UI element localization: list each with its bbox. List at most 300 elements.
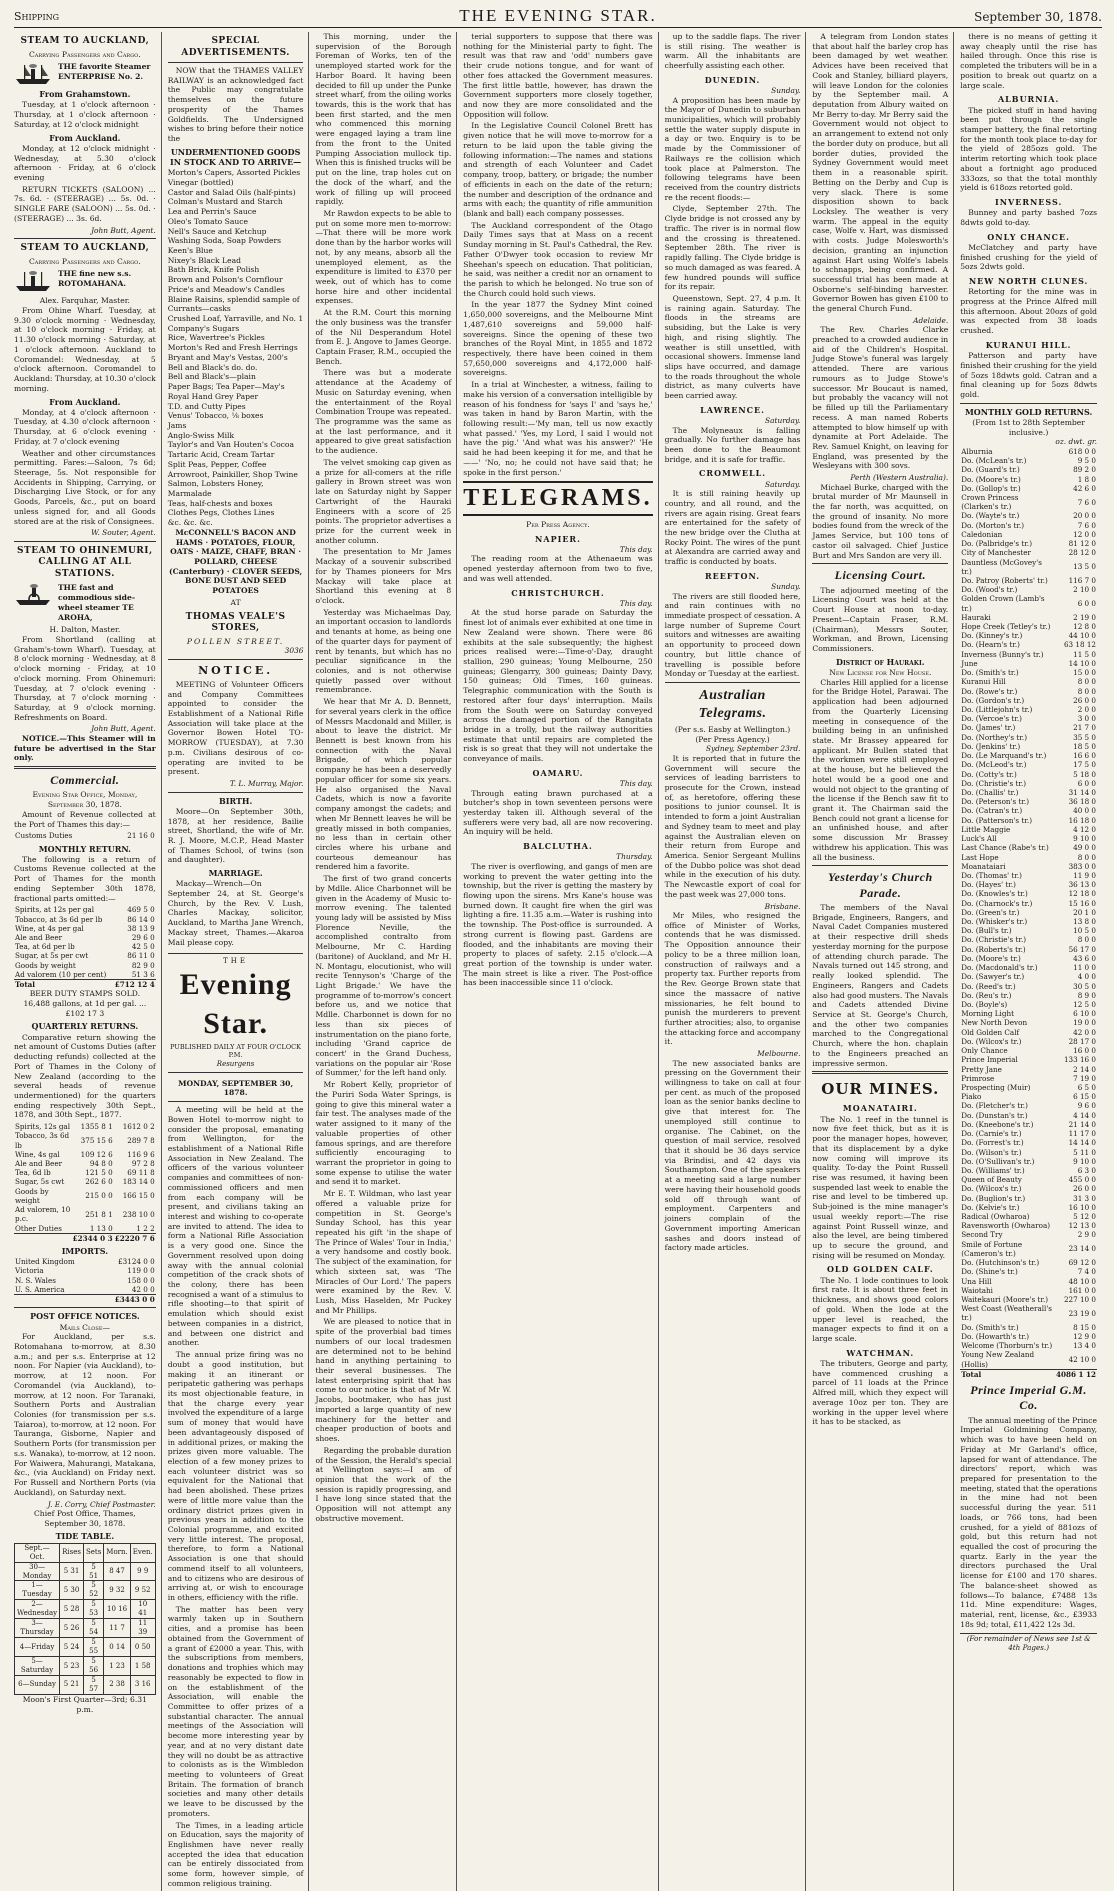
mine-name: Do. (Hayes' tr.) [961, 880, 1016, 890]
court-text: Charles Hill applied for a license for the Bridge Hotel, Parawai. The application had been adjourned from the Quarterly Licensing meeting in consequence of the building being in an unfinished state. Mr Brassey appeared for applicant. Mr Bullen stated that the workmen were still employed at the house, but he believed the hotel would be a good one and would not object to the granting of the license if the Bench saw fit to grant it. The Chairman said the Bench could not grant a license for an unfinished house, and after some discussion Mr Brassey withdrew his application. This was all the business. [812, 677, 949, 862]
table-row [960, 1184, 1097, 1193]
mine-name: Morning Light [961, 1009, 1014, 1019]
table-row [14, 1276, 156, 1285]
cell: 5 53 [83, 1600, 103, 1619]
mine-name: Waiotahi [961, 1285, 993, 1295]
table-row [960, 982, 1097, 991]
column-7 [960, 32, 1102, 1891]
list-item: Lea and Perrin's Sauce [167, 207, 257, 217]
row-value: 51 3 6 [131, 969, 155, 979]
mine-name: Do. (Shine's tr.) [961, 1267, 1018, 1277]
gold-yield: 1 8 0 [1077, 474, 1096, 484]
table-row [960, 1212, 1097, 1221]
table-row [960, 539, 1097, 548]
mine-name: Queen of Beauty [961, 1175, 1022, 1185]
masthead [14, 6, 1102, 28]
mine-name: Do. (Wilson's tr.) [961, 1147, 1022, 1157]
gold-yield: 31 14 0 [1068, 787, 1096, 797]
schedule-text: From Ohine Wharf. Tuesday, at 9.30 o'clock morning · Wednesday, at 10 o'clock morning · Friday, at 11.30 o'clock morning · Saturday, at 1 o'clock afternoon. Auckland to Coromandel: Wednesday, at 5 o'clock afternoon. Coromandel to Auckland: Thursday, at 10.30 o'clock morning. [14, 306, 156, 393]
total-value: £3443 0 0 [98, 1295, 155, 1305]
mine-name: Do. (Reu's tr.) [961, 990, 1012, 1000]
mine-name: Do. (Kinney's tr.) [961, 631, 1023, 641]
cell: 5 23 [60, 1657, 84, 1676]
mine-name: Waitekauri (Moore's tr.) [961, 1295, 1049, 1304]
mine-name: Only Chance [961, 1046, 1008, 1056]
news-paragraph: At the R.M. Court this morning the only business was the transfer of the Nil Desperandum Hotel from E. J. Angove to James George. Captain Fraser, R.M., occupied the Bench. [315, 308, 452, 366]
row-label: United Kingdom [15, 1257, 75, 1267]
mine-name: Do. (O'Sullivan's tr.) [961, 1156, 1035, 1166]
gold-yield: 42 6 0 [1073, 483, 1096, 493]
row-label: Goods by weight [15, 1186, 49, 1205]
divider [168, 62, 304, 63]
gold-yield: 63 18 12 [1063, 640, 1096, 650]
quarterly-table [14, 1122, 156, 1243]
gold-yield: 455 0 0 [1068, 1175, 1096, 1185]
row-label: Other Duties [15, 1223, 62, 1233]
news-paragraph: We hear that Mr A. D. Bennett, for several years clerk in the office of Messrs Macdonald and Miller, is about to leave the district. Mr Bennett is best known from his connection with the Naval Brigade, of which popular company he has been a deservedly popular officer for some six years. He also organised the Naval Cadets, which is now a favorite company amongst the cadets; and when Mr Bennett leaves he will be greatly missed in both companies, no less than in certain other circles where his urbane and courteous demeanour has rendered him a favorite. [315, 697, 452, 872]
list-item: Taylor's and Van Houten's Cocoa [167, 440, 294, 450]
list-item: Morton's Red and Fresh Herrings [167, 343, 298, 353]
table-row [960, 788, 1097, 797]
cell: 9 52 [130, 1581, 155, 1600]
news-paragraph: This morning, under the supervision of the Borough Foreman of Works, ten of the unemployed started work for the Harbor Board. It having been decided to fill up under the Punke street wharf, from the oiling works towards, this is the work that has been first started, and the men who commenced this morning were engaged laying a tram line from the front to the United Pumping Association mullock tip. When this is finished trucks will be put on the line, trap holes cut on the dock of the wharf, and the work of filling up will proceed rapidly. [315, 32, 452, 207]
table-row [960, 1009, 1097, 1018]
gold-yield: 8 0 0 [1077, 852, 1096, 862]
table-row [14, 905, 156, 914]
dateline: Sydney, September 23rd. [705, 744, 801, 754]
column-header: Morn. [104, 1543, 130, 1562]
gold-yield: 16 0 0 [1073, 1046, 1096, 1056]
table-row [960, 594, 1097, 612]
total-row [14, 1233, 156, 1243]
table-row [960, 668, 1097, 677]
post-office-heading: POST OFFICE NOTICES. [30, 1311, 140, 1322]
mine-name: Last Hope [961, 852, 999, 862]
mine-name: Do. (Wood's tr.) [961, 585, 1018, 595]
cell: 8 47 [104, 1562, 130, 1581]
mine-name: Smile of Fortune (Cameron's tr.) [961, 1239, 1023, 1258]
cell: 1 58 [130, 1657, 155, 1676]
table-row [960, 825, 1097, 834]
table-row [960, 1194, 1097, 1203]
list-item: Bryant and May's Vestas, 200's [167, 352, 288, 362]
agent-signature: W. Souter, Agent. [91, 528, 156, 538]
mine-report: there is no means of getting it away cheaply until the rise has hailed through. Once this rise is completed the tributers will be in a position to break out quartz on a large scale. [960, 32, 1097, 90]
mine-name: Radical (Owharoa) [961, 1212, 1030, 1222]
row-value: 262 6 0 [85, 1177, 113, 1187]
row-label: Tea, 6d lb [15, 1168, 51, 1178]
newspaper-nameplate [168, 953, 304, 1072]
mine-name: Do. (Peterson's tr.) [961, 797, 1030, 807]
news-paragraph: terial supporters to suppose that there was nothing for the Ministerial party to fight. The result was that raw and 'odd' numbers gave their crude notions tongue, and for want of other foes attacked the Government measures. The first little battle, however, has drawn the Government supporters more closely together, and now they are more consolidated and the Opposition will follow. [463, 32, 653, 119]
route-heading: From Auckland. [49, 132, 121, 143]
telegram-text: The rivers are still flooded here, and rain continues with no immediate prospect of cessation. A large number of Supreme Court suitors and witnesses are awaiting an opportunity to proceed down country, but little chance of travelling is possible before Monday or Tuesday at the earliest. [664, 591, 801, 679]
notice-text: MEETING of Volunteer Officers and Company Committees appointed to consider the Establishment of a National Rifle Association will take place at the Governor Bowen Hotel TO-MORROW (TUESDAY), at 7.30 p.m. Civilians desirous of co-operating are invited to be present. [167, 679, 304, 777]
mine-name: Caledonian [961, 529, 1003, 539]
gold-yield: 12 5 0 [1073, 1000, 1096, 1009]
mine-name: Do. (Moore's tr.) [961, 953, 1021, 963]
section-subheading: Carrying Passengers and Cargo. [28, 256, 141, 266]
gold-yield: 56 17 0 [1068, 944, 1096, 954]
place-heading: BALCLUTHA. [523, 841, 593, 852]
commercial-heading: Commercial. [50, 773, 120, 788]
table-row [960, 650, 1097, 659]
table-row [960, 1295, 1097, 1304]
cell: 10 16 [104, 1600, 130, 1619]
table-row [960, 1074, 1097, 1083]
news-paragraph: In the year 1877 the Sydney Mint coined 1,650,000 sovereigns, and the Melbourne Mint 1,487,610 sovereigns and 59,000 half-sovereigns. Since the opening of these two branches of the Royal Mint, in 1855 and 1872 respectively, there have been coined in them 57,650,000 sovereigns and 4,172,000 half-sovereigns. [463, 300, 653, 378]
masthead-section: Shipping [14, 10, 59, 23]
table-row [960, 853, 1097, 862]
row-label: Tea, at 6d per lb [15, 942, 75, 952]
mine-name: Do. (Gollop's tr.) [961, 483, 1021, 493]
mine-name: Hope Creek (Tetley's tr.) [961, 622, 1051, 632]
table-row [960, 751, 1097, 760]
cell: 5 55 [83, 1638, 103, 1657]
mine-name: Do. (Thomas' tr.) [961, 870, 1022, 880]
table-row [960, 475, 1097, 484]
list-item: Brown and Polson's Cornflour [167, 275, 283, 285]
row-label: N. S. Wales [15, 1275, 56, 1285]
column-header: Even. [130, 1543, 155, 1562]
telegrams-source: (Per s.s. Easby at Wellington.) [674, 724, 791, 734]
cell: 5 31 [60, 1562, 84, 1581]
table-row [960, 1111, 1097, 1120]
mine-name: Do. (Challis' tr.) [961, 787, 1019, 797]
licensing-court-heading: Licensing Court. [834, 568, 926, 583]
gold-yield: 36 18 0 [1068, 797, 1096, 807]
mine-name: Do. (Whisker's tr.) [961, 917, 1028, 927]
gold-yield: 14 14 0 [1068, 1138, 1096, 1148]
dateline: Saturday. [765, 416, 801, 426]
gold-yield: 12 18 0 [1068, 889, 1096, 899]
mine-name: Hauraki [961, 612, 991, 622]
mine-name: Do. (Wilcox's tr.) [961, 1184, 1022, 1194]
table-row [960, 797, 1097, 806]
column-4 [463, 32, 658, 1891]
gold-yield: 5 11 0 [1073, 1147, 1096, 1157]
quarterly-text: Comparative return showing the net amount of Customs Duties (after deducting refunds) collected at the Port of Thames in the Colony of New Zealand (according to the several heads of revenue undermentioned) for the quarters ending respectively 30th Sept., 1878, and 30th Sept., 1877. [14, 1032, 156, 1120]
nameplate-motto: Resurgens [216, 1059, 255, 1068]
cell: 1—Tuesday [15, 1581, 60, 1600]
table-row [960, 585, 1097, 594]
mine-name: Do. (Wayte's tr.) [961, 511, 1020, 521]
table-row [14, 1187, 156, 1205]
marriage-text: Mackay—Wrench—On September 24, at St. George's Church, by the Rev. V. Lush, Charles Mackay, solicitor, Auckland, to Martha Jane Wrench, Mackay street, Thames.—Akaroa Mail please copy. [167, 879, 304, 947]
total-row [14, 1295, 156, 1305]
list-item: Morton's Capers, Assorted Pickles [167, 168, 301, 178]
cell: 5—Saturday [15, 1657, 60, 1676]
table-row [960, 622, 1097, 631]
dateline: Sunday. [771, 86, 801, 96]
dateline: Brisbane. [764, 901, 801, 911]
row-value: 183 14 0 [122, 1177, 155, 1187]
table-row [960, 1065, 1097, 1074]
total-row [14, 980, 156, 990]
table-row [960, 963, 1097, 972]
column-header: Rises [60, 1543, 84, 1562]
table-row [960, 1120, 1097, 1129]
mine-name: Alburnia [961, 446, 993, 456]
gold-yield: 7 4 0 [1077, 1267, 1096, 1277]
mine-name: Primrose [961, 1073, 995, 1083]
table-row [15, 1581, 156, 1600]
mine-name: Do. (Catran's tr.) [961, 806, 1023, 816]
list-item: Bell and Black's do. do. [167, 362, 258, 372]
mine-report: McClatchey and party have finished crushing for the yield of 5ozs 2dwts gold. [960, 242, 1097, 272]
total-row [960, 1369, 1097, 1379]
post-office-text: For Auckland, per s.s. Rotomahana to-morrow, at 8.30 a.m.; and per s.s. Enterprise at 12 noon. For Napier (via Auckland), to-morrow, at 12 noon. For Coromandel (via Auckland), to-morrow, at 12 noon. For Taranaki, Southern Ports and Australian Colonies (for transmission per s.s. Taiaroa), to-morrow, at 12 noon. For Tauranga, Gisborne, Napier and Southern Ports (for transmission per s.s. Wanaka), to-morrow, at 12 noon. For Waiwera, Mahurangi, Matakana, &c., (via Auckland) on Friday next. For Russell and Northern Ports (via Auckland), on Saturday next. [14, 1332, 156, 1497]
gold-yield: 44 10 0 [1068, 631, 1096, 641]
row-value: 1612 0 2 [122, 1122, 155, 1132]
telegram-text: Queenstown, Sept. 27, 4 p.m. It is raining again. Saturday. The floods in the streams are subsiding, but the Lake is very high, and rising slightly. The weather is still unsettled, with occasional showers. Immense land slips have occurred, and damage to the roads throughout the whole district, as many culverts have been carried away. [664, 293, 801, 401]
our-mines-heading: OUR MINES. [821, 1080, 940, 1099]
cell: 5 28 [60, 1600, 84, 1619]
news-paragraph: The Auckland correspondent of the Otago Daily Times says that at Mass on a recent Sunday morning in St. Paul's Cathedral, the Rev. Father O'Dwyer took occasion to review Mr Sheehan's speech on education. That politician, he said, was neither a credit nor an ornament to the parish to which he belonged. No true son of the Church could hold such views. [463, 220, 653, 298]
mine-name: Second Try [961, 1230, 1003, 1240]
nameplate-article: THE [223, 957, 249, 966]
mine-name: Do. (Northey's tr.) [961, 732, 1027, 742]
customs-table [14, 831, 156, 840]
mine-name: Do. (Kneebone's tr.) [961, 1119, 1034, 1129]
australian-telegrams-heading: Australian Telegrams. [698, 688, 767, 721]
table-row [14, 1285, 156, 1295]
table-row [960, 1166, 1097, 1175]
ship-master: Alex. Farquhar, Master. [39, 296, 130, 306]
row-value: 116 9 6 [127, 1149, 155, 1159]
gold-yield: 18 5 0 [1073, 741, 1096, 751]
cell: 2 38 [104, 1676, 130, 1695]
table-row [960, 908, 1097, 917]
table-row [15, 1619, 156, 1638]
table-row [960, 843, 1097, 852]
birth-text: Moore—On September 30th, 1878, at her residence, Bailie street, Shortland, the wife of Mr. R. J. Moore, M.C.P., Head Master of Thames School, of twins (son and daughter). [167, 806, 304, 865]
table-row [960, 770, 1097, 779]
table-row [960, 1258, 1097, 1267]
steamship-icon [14, 62, 54, 86]
table-row [960, 871, 1097, 880]
ship-name: THE fast and commodious side-wheel steamer TE AROHA, [58, 583, 135, 622]
post-office-subheading: Mails Close— [59, 1322, 111, 1332]
gold-yield: 4 0 0 [1077, 972, 1096, 982]
goods-heading: UNDERMENTIONED GOODS IN STOCK AND TO ARRIVE— [170, 146, 302, 168]
gold-yield: 8 9 0 [1077, 990, 1096, 1000]
prince-imperial-heading: Prince Imperial G.M. Co. [970, 1382, 1087, 1413]
section-heading: SPECIAL ADVERTISEMENTS. [181, 36, 290, 58]
table-row [960, 1083, 1097, 1092]
row-value: 86 11 0 [127, 951, 155, 961]
table-row [960, 742, 1097, 751]
cell: 5 26 [60, 1619, 84, 1638]
gold-yield: 21 14 0 [1068, 1119, 1096, 1129]
column-3 [315, 32, 457, 1891]
table-row [960, 1277, 1097, 1286]
ship-advert [14, 269, 156, 293]
produce-list: McCONNELL'S BACON AND HAMS · POTATOES, FLOUR, OATS · MAIZE, CHAFF, BRAN · POLLARD, CHEESE (Canterbury) · CLOVER SEEDS, BONE DUST AND SEED POTATOES [169, 527, 303, 596]
district-heading: District of Hauraki. [836, 656, 925, 667]
gold-yield: 227 10 0 [1063, 1295, 1096, 1304]
news-paragraph: We are pleased to notice that in spite of the proverbial bad times numbers of our local tradesmen are determined not to be behind hand in anything pertaining to their several businesses. The latest enterprising spirit that has come to our notice is that of Mr W. Jacobs, bootmaker, who has just imported a large quantity of new machinery for the better and cheaper production of boots and shoes. [315, 1317, 452, 1444]
gold-yield: 12 13 0 [1068, 1221, 1096, 1231]
gold-yield: 49 0 0 [1073, 843, 1096, 853]
gold-yield: 9 5 0 [1077, 456, 1096, 466]
telegrams-source: Per Press Agency. [526, 520, 590, 530]
table-row [14, 1150, 156, 1159]
column-5 [665, 32, 807, 1891]
row-value: 29 6 0 [131, 933, 155, 942]
mine-heading: WATCHMAN. [846, 1347, 915, 1358]
gold-yield: 116 7 0 [1068, 575, 1096, 585]
gold-yield: 21 7 0 [1073, 723, 1096, 733]
gold-yield: 9 10 0 [1073, 1156, 1096, 1166]
paddle-steamer-icon [14, 583, 54, 607]
mine-name: Do. (Boyle's) [961, 1000, 1008, 1009]
ship-advert [14, 583, 156, 622]
dateline: Adelaide. [913, 315, 949, 325]
table-row [960, 1018, 1097, 1027]
row-label: Ad valorem (10 per cent) [15, 969, 107, 979]
mine-name: Do. (McLeod's tr.) [961, 760, 1027, 770]
total-value: £712 12 4 [112, 980, 156, 990]
gold-yield: 383 0 0 [1068, 861, 1096, 871]
telegram-text: At the stud horse parade on Saturday the finest lot of animals ever exhibited at one time in New Zealand were shown. There were 86 exhibits at the sale subsequently; the highest prices realised were:—Time-o'-Day, draught stallion, 290 guineas; Young Melbourne, 250 guineas; Glengarry, 300 guineas; Dainty Davy, 150 guineas; Old Times, 160 guineas. Telegraphic communication with the South is restored after four days' interruption. Mails from the South were on Saturday conveyed across the damaged portion of the Rangitata bridge in a trolly, but the railway authorities estimate that until repairs are completed the risk is so great that they will not undertake the conveyance of mails. [463, 608, 653, 764]
telegram-text: Michael Burke, charged with the brutal murder of Mr Maunsell in the far north, was acquitted, on the ground of insanity. No more bodies found from the wreck of the James Service, but 100 tons of castor oil salvaged. Chief Justice Burt and Mrs Sandon are very ill. [812, 482, 949, 560]
list-item: Bath Brick, Knife Polish [167, 265, 260, 275]
telegram-text: The Rev. Charles Clarke preached to a crowded audience in aid of the Children's Hospital. Judge Stowe's funeral was largely attended. There are various rumours as to Judge Stowe's successor. Mr Boucaut is named, but probably the vacancy will not be filled up till the Parliamentary recess. A man named Roberts attempted to blow himself up with dynamite at Port Adelaide. The Rev. Samuel Knight, on leaving for England, was presented by the Wesleyans with 300 sovs. [812, 325, 949, 471]
agent-signature: John Butt, Agent. [91, 724, 156, 734]
table-row [960, 899, 1097, 908]
row-value: 94 8 0 [89, 1159, 113, 1169]
column-6 [812, 32, 954, 1891]
row-label: Sugar, 5s cwt [15, 1177, 65, 1187]
mine-name: Do. (Kelvie's tr.) [961, 1202, 1020, 1212]
cell: 5 54 [83, 1619, 103, 1638]
route-heading: From Grahamstown. [39, 89, 131, 100]
telegram-text: The Molyneaux is falling gradually. No further damage has been done to the Beaumont bridge, and it is safe for traffic. [664, 425, 801, 464]
gold-yield: 28 17 0 [1068, 1036, 1096, 1046]
row-label: Ale and Beer [15, 933, 63, 942]
gold-yield: 26 0 0 [1073, 695, 1096, 705]
column-2 [168, 32, 310, 1891]
imports-table [14, 1257, 156, 1304]
gold-yield: 7 6 0 [1077, 520, 1096, 530]
article-paragraph: A meeting will be held at the Bowen Hotel to-morrow night to consider the proposal, emanating from Wellington, for the establishment of a National Rifle Association in New Zealand. The officers of the various volunteer companies and committees of non-commissioned officers and men from each company will be present, and civilians taking an interest and wishing to co-operate are invited to attend. The idea to form a National Rifle Association is a very good one. Since the Government resolved upon doing away with the annual colonial competition of the crack shots of the colony, there has been recognised a want of a stimulus to rifle shooting—to that spirit of emulation which should exist between companies in a district, and between one district and another. [167, 1105, 304, 1348]
table-row [960, 1000, 1097, 1009]
gold-yield: 35 5 0 [1073, 732, 1096, 742]
row-value: 38 13 9 [127, 923, 155, 933]
table-row [960, 521, 1097, 530]
gold-yield: 16 18 0 [1068, 815, 1096, 825]
mine-name: Do. (Moore's tr.) [961, 474, 1021, 484]
schedule-text: Monday, at 12 o'clock midnight · Wednesday, at 5.30 o'clock afternoon · Friday, at 6 o'clock evening [14, 143, 156, 183]
article-paragraph: The annual prize firing was no doubt a good institution, but making it an itinerant or peripatetic gathering was perhaps its most objectionable feature, in that the charge every year involved the expenditure of a large sum of money that would have been advantageously disposed of in additional prizes, or making the prizes given more valuable. The election of a few money prizes to each volunteer district was so equivalent for the National that had been abolished. These prizes were of little more value than the ordinary district prizes given in previous years in addition to the Colonial programme, and excited very little interest. The proposal, therefore, to form a National Association is one that should commend itself to all volunteers, and to citizens who are desirous of arriving at, or wish to encourage in others, efficiency with the rifle. [167, 1350, 304, 1603]
gold-yield: 20 0 0 [1073, 511, 1096, 521]
table-row [960, 1055, 1097, 1064]
table-row [960, 834, 1097, 843]
mine-name: Do. (Patterson's tr.) [961, 815, 1033, 825]
table-row [960, 1028, 1097, 1037]
cell: 5 30 [60, 1581, 84, 1600]
total-value: 4086 1 12 [1055, 1369, 1096, 1379]
mine-heading: MOANATAIRI. [842, 1103, 918, 1114]
table-row [960, 880, 1097, 889]
table-row [960, 576, 1097, 585]
fares-text: RETURN TICKETS (SALOON) ... 7s. 6d. · (STEERAGE) ... 5s. 0d. · SINGLE FARE (SALOON) ... 5s. 0d. · (STEERAGE) ... 3s. 6d. [14, 184, 156, 223]
dateline: Thursday. [616, 852, 653, 862]
place-heading: LAWRENCE. [700, 404, 765, 415]
section-heading: STEAM TO AUCKLAND, [20, 243, 150, 254]
gold-yield: 8 0 0 [1077, 686, 1096, 696]
cell: 5 24 [60, 1638, 84, 1657]
telegrams-source: (Per Press Agency.) [695, 734, 770, 744]
moon-phase-note: Moon's First Quarter—3rd; 6.31 p.m. [22, 1694, 147, 1714]
article-paragraph: The Times, in a leading article on Education, says the majority of Englishmen have never really accepted the idea that education can be entirely dissociated from some form, however simple, of common religious training. [167, 1820, 304, 1888]
list-item: Venus' Tobacco, ⅛ boxes [167, 411, 264, 421]
list-item: T.D. and Cutty Pipes [167, 401, 246, 411]
gold-returns-units: oz. dwt. gr. [1055, 437, 1097, 447]
gold-yield: 9 6 0 [1077, 1101, 1096, 1111]
gold-yield: 8 0 0 [1077, 677, 1096, 687]
news-paragraph: In the Legislative Council Colonel Brett has given notice that he will move to-morrow for a return to be laid upon the table giving the following information:—The names and stations and strength of each Volunteer and Cadet company, troop, battery, or brigade; the number of efficients in each on the date of the return; the number and description of the ordnance and arms with each; the quantity of rifle ammunition (blank and ball) each company possesses. [463, 121, 653, 218]
mine-name: Crown Princess (Clarken's tr.) [961, 492, 1019, 512]
list-item: Colman's Mustard and Starch [167, 197, 283, 207]
gold-yield: 15 16 0 [1068, 898, 1096, 908]
gold-yield: 11 17 0 [1068, 1129, 1096, 1139]
table-row [14, 970, 156, 980]
table-row [14, 1266, 156, 1275]
cell: 0 50 [130, 1638, 155, 1657]
mine-name: Do. (Fletcher's tr.) [961, 1101, 1028, 1111]
nameplate-publication: PUBLISHED DAILY AT FOUR O'CLOCK P.M. [170, 1043, 302, 1060]
gold-yield: 5 12 0 [1073, 1212, 1096, 1222]
cell: 6—Sunday [15, 1676, 60, 1695]
table-row [960, 1138, 1097, 1147]
row-value: 1 2 2 [136, 1223, 155, 1233]
mine-name: Luck's All [961, 834, 997, 844]
row-label: Spirits, 12s gal [15, 1122, 71, 1132]
dateline: This day. [619, 779, 653, 789]
place-heading: DUNEDIN. [704, 74, 761, 85]
commercial-dateline: Evening Star Office, Monday, September 30, 1878. [32, 790, 138, 810]
section-heading: STEAM TO OHINEMURI, CALLING AT ALL STATIONS. [17, 545, 153, 579]
church-parade-text: The members of the Naval Brigade, Engineers, Rangers, and Naval Cadet Companies mustered at their respective drill sheds yesterday morning for the purpose of attending church parade. The Navals turned out 145 strong, and really looked splendid. The Engineers, Rangers and Cadets also had good musters. The Navals and Cadets attended Divine Service at St. George's Church, and the other two companies marched to the Congregational Church, where the hon. chaplain to the Engineers preached an impressive sermon. [812, 903, 949, 1068]
mine-name: City of Manchester [961, 548, 1031, 558]
total-value: £2344 0 3 [72, 1233, 113, 1243]
telegram-text: The reading room at the Athenaeum was opened yesterday afternoon from two to five, and was well attended. [463, 554, 653, 583]
list-item: Blaine Raisins, splendid sample of Currants—casks [167, 294, 300, 314]
row-value: 166 15 0 [122, 1191, 155, 1201]
cell: 5 52 [83, 1581, 103, 1600]
table-row [14, 1257, 156, 1266]
mine-report: The tributers, George and party, have commenced crushing a parcel of 11 loads at the Prince Alfred mill, which they expect will average 10oz per ton. They are working in the upper level where it has to be stacked, as [812, 1358, 949, 1427]
divider [14, 238, 156, 239]
column-header: Sets [83, 1543, 103, 1562]
divider [812, 865, 948, 866]
list-item: Price's and Meadow's Candles [167, 284, 285, 294]
column-1 [14, 32, 162, 1891]
divider [14, 1307, 156, 1308]
news-paragraph: Yesterday was Michaelmas Day, an important occasion to landlords and tenants at home, as being one of the quarter days for payment of rent by tenants, but which has no peculiar significance in the colonies, and is not otherwise quietly passed over without remembrance. [315, 607, 452, 695]
mine-name: Do. (Jenkins' tr.) [961, 741, 1021, 751]
table-row [14, 951, 156, 960]
table-row [960, 1221, 1097, 1230]
mine-name: Do. (Gordon's tr.) [961, 695, 1025, 705]
table-row [960, 640, 1097, 649]
list-item: Split Peas, Pepper, Coffee [167, 459, 267, 469]
telegram-text: It is still raining heavily up country, and all round, and the rivers are again rising. Great fears are entertained for the safety of the new bridge over the Clutha at Rocky Point. The wires of the punt at Alexandra are carried away and traffic is conducted by boats. [664, 489, 801, 567]
table-row [14, 933, 156, 942]
table-row [960, 954, 1097, 963]
